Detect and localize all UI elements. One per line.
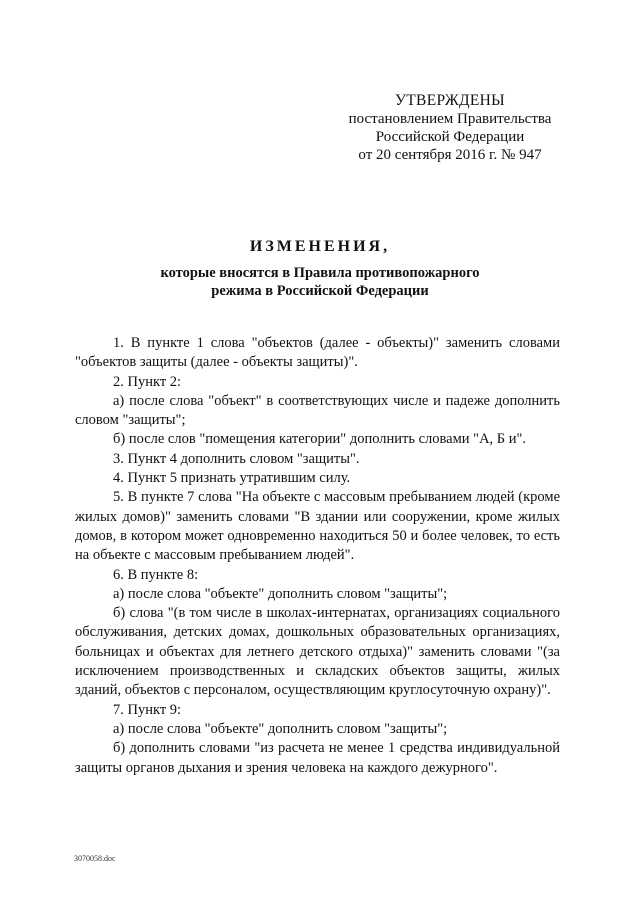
document-title: ИЗМЕНЕНИЯ, — [249, 238, 391, 255]
paragraph: 3. Пункт 4 дополнить словом "защиты". — [113, 450, 360, 467]
approval-line-2: Российской Федерации — [375, 129, 525, 145]
paragraph: а) после слова "объект" в соответствующих числе и падеже дополнить словом "защиты"; — [75, 392, 560, 429]
paragraph: 7. Пункт 9: — [113, 701, 182, 718]
subtitle-line-2: режима в Российской Федерации — [211, 283, 429, 299]
approval-block — [340, 92, 560, 164]
approval-line-3: от 20 сентября 2016 г. № 947 — [358, 147, 542, 163]
paragraph: б) дополнить словами "из расчета не менее 1 средства индивидуальной защиты органов дыхания и зрения человека на каждого дежурного". — [75, 740, 560, 776]
approval-heading: УТВЕРЖДЕНЫ — [395, 92, 505, 109]
paragraph: 2. Пункт 2: — [113, 373, 182, 390]
paragraph: а) после слова "объекте" дополнить словом "защиты"; — [113, 720, 448, 737]
paragraph: б) слова "(в том числе в школах-интернатах, организациях социального обслуживания, детских домах, дошкольных образовательных организациях, больницах и объектах для летнего детского отдыха)" заменить словами "(за исключением производственных и складских объектов защиты, жилых зданий, объектов с персоналом, осуществляющим круглосуточную охрану)". — [75, 605, 560, 699]
document-subtitle — [0, 264, 640, 300]
paragraph: 5. В пункте 7 слова "На объекте с массовым пребыванием людей (кроме жилых домов)" заменить словами "В здании или сооружении, кроме жилых домов, в котором может одновременно находиться 50 и более человек, то есть на объекте с массовым пребыванием людей". — [75, 489, 560, 564]
document-body — [75, 334, 560, 778]
paragraph: 6. В пункте 8: — [113, 566, 199, 583]
paragraph: а) после слова "объекте" дополнить словом "защиты"; — [113, 585, 448, 602]
subtitle-line-1: которые вносятся в Правила противопожарного — [160, 265, 480, 281]
paragraph: 1. В пункте 1 слова "объектов (далее - объекты)" заменить словами "объектов защиты (далее - объекты защиты)". — [75, 335, 560, 371]
approval-line-1: постановлением Правительства — [348, 111, 552, 127]
paragraph: б) после слов "помещения категории" дополнить словами "А, Б и". — [113, 431, 527, 448]
file-name-footer: 3070058.doc — [74, 854, 116, 863]
paragraph: 4. Пункт 5 признать утратившим силу. — [113, 470, 351, 487]
